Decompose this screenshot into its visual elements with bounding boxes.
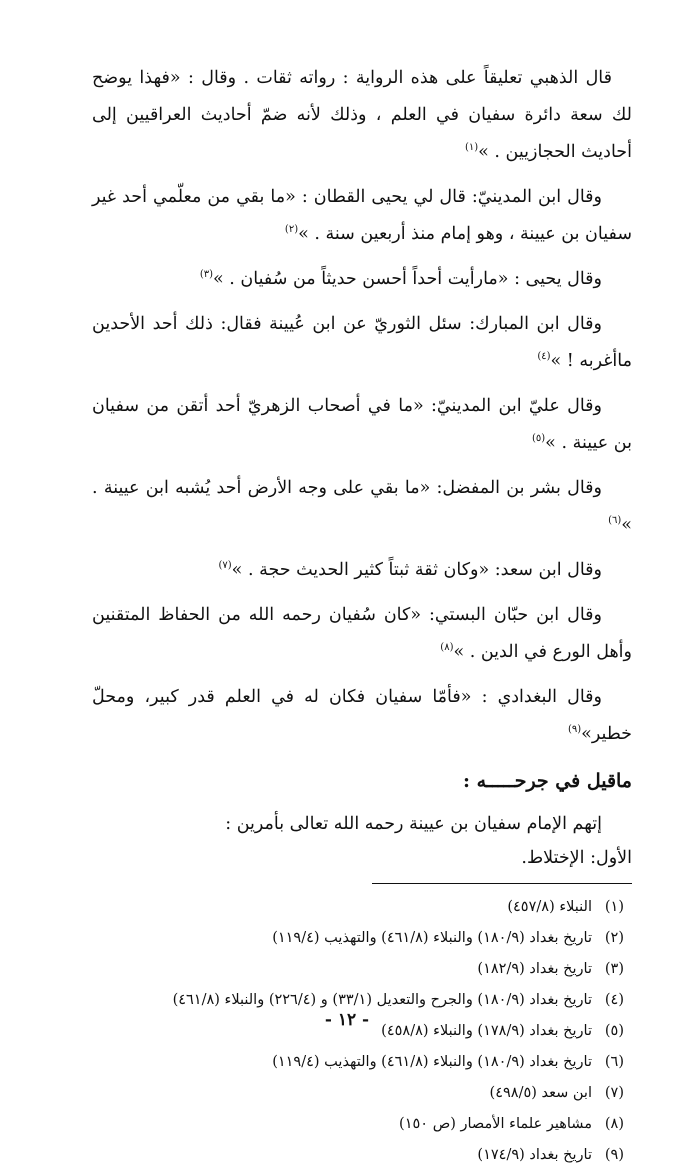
section-heading: ماقيل في جرحـــــه : [463,770,632,792]
footnote-text: تاريخ بغداد (١٨٠/٩) والجرح والتعديل (٣٣/١) و (٢٢٦/٤) والنبلاء (٤٦١/٨) [172,992,592,1008]
footnote-text: ابن سعد (٤٩٨/٥) [489,1085,592,1101]
paragraph-yahya [92,261,632,298]
footnote-ref: (١) [464,142,479,154]
paragraph-ibn-hibban [92,597,632,671]
footnote-number: (٦) [604,1054,624,1070]
paragraph-baghdadi [92,679,632,753]
paragraph-text: وقال ابن حبّان البستي: «كان سُفيان رحمه الله من الحفاظ المتقنين وأهل الورع في الدين . » [92,605,632,662]
paragraph-dhahabi [92,60,632,171]
page-number: - ١٢ - [324,1010,370,1030]
footnote-item [92,1140,632,1171]
paragraph-text: وقال ابن سعد: «وكان ثقة ثبتاً كثير الحديث حجة . » [231,560,602,580]
footnote-ref: (٥) [531,433,546,445]
footnote-divider [372,883,632,884]
page-body [92,60,632,1171]
footnote-ref: (٦) [608,515,622,527]
footnote-text: مشاهير علماء الأمصار (ص ١٥٠) [399,1116,592,1132]
footnote-text: النبلاء (٤٥٧/٨) [507,899,592,915]
paragraph-ibn-mubarak [92,306,632,380]
footnote-ref: (٢) [284,224,299,236]
footnote-text: تاريخ بغداد (١٨٠/٩) والنبلاء (٤٦١/٨) والتهذيب (١١٩/٤) [272,1054,592,1070]
paragraph-text: وقال بشر بن المفضل: «ما بقي على وجه الأرض أحد يُشبه ابن عيينة . » [92,478,632,535]
footnote-item [92,1109,632,1140]
paragraph-ibn-madini-qattan [92,179,632,253]
paragraph-bishr [92,470,632,544]
footnote-item [92,892,632,923]
footnote-ref: (٤) [537,351,551,363]
footnote-number: (٢) [604,930,624,946]
footnote-number: (٧) [604,1085,624,1101]
footnote-ref: (٨) [440,642,454,654]
paragraph-ibn-saad [92,552,632,589]
paragraph-text: وقال ابن المبارك: سئل الثوريّ عن ابن عُيينة فقال: ذلك أحد الأحدين ماأغربه ! » [92,314,632,371]
paragraph-text: وقال عليّ ابن المدينيّ: «ما في أصحاب الزهريّ أحد أتقن من سفيان بن عيينة . » [92,396,632,453]
paragraph-text: وقال ابن المدينيّ: قال لي يحيى القطان : «ما بقي من معلّمي أحد غير سفيان بن عيينة ، وهو إمام منذ أربعين سنة . » [92,187,632,244]
footnote-text: تاريخ بغداد (١٧٨/٩) والنبلاء (٤٥٨/٨) [381,1023,592,1039]
footnotes-list [92,892,632,1171]
paragraph-text: وقال يحيى : «مارأيت أحداً أحسن حديثاً من سُفيان . » [213,269,602,289]
footnote-item [92,954,632,985]
footnote-text: تاريخ بغداد (١٨٠/٩) والنبلاء (٤٦١/٨) والتهذيب (١١٩/٤) [272,930,592,946]
footnote-item [92,923,632,954]
footnote-item [92,1047,632,1078]
footnote-ref: (٣) [199,269,214,281]
footnote-text: تاريخ بغداد (١٧٤/٩) [477,1147,592,1163]
section-first-point: الأول: الإختلاط. [521,848,632,868]
footnote-ref: (٧) [218,560,232,572]
footnote-item [92,1078,632,1109]
footnote-ref: (٩) [567,724,582,736]
footnote-number: (٤) [604,992,624,1008]
footnote-number: (١) [604,899,624,915]
section-intro: إتهم الإمام سفيان بن عيينة رحمه الله تعالى بأمرين : [225,814,602,834]
paragraph-text: وقال البغدادي : «فأمّا سفيان فكان له في العلم قدر كبير، ومحلّ خطير» [92,687,632,744]
footnote-number: (٩) [604,1147,624,1163]
footnote-number: (٣) [604,961,624,977]
paragraph-text: قال الذهبي تعليقاً على هذه الرواية : رواته ثقات . وقال : «فهذا يوضح لك سعة دائرة سفيان في العلم ، وذلك لأنه ضمّ أحاديث العراقيين إلى أحاديث الحجازيين . » [92,68,632,162]
footnote-number: (٨) [604,1116,624,1132]
footnote-number: (٥) [604,1023,624,1039]
paragraph-ali-ibn-madini [92,388,632,462]
footnote-text: تاريخ بغداد (١٨٢/٩) [477,961,592,977]
